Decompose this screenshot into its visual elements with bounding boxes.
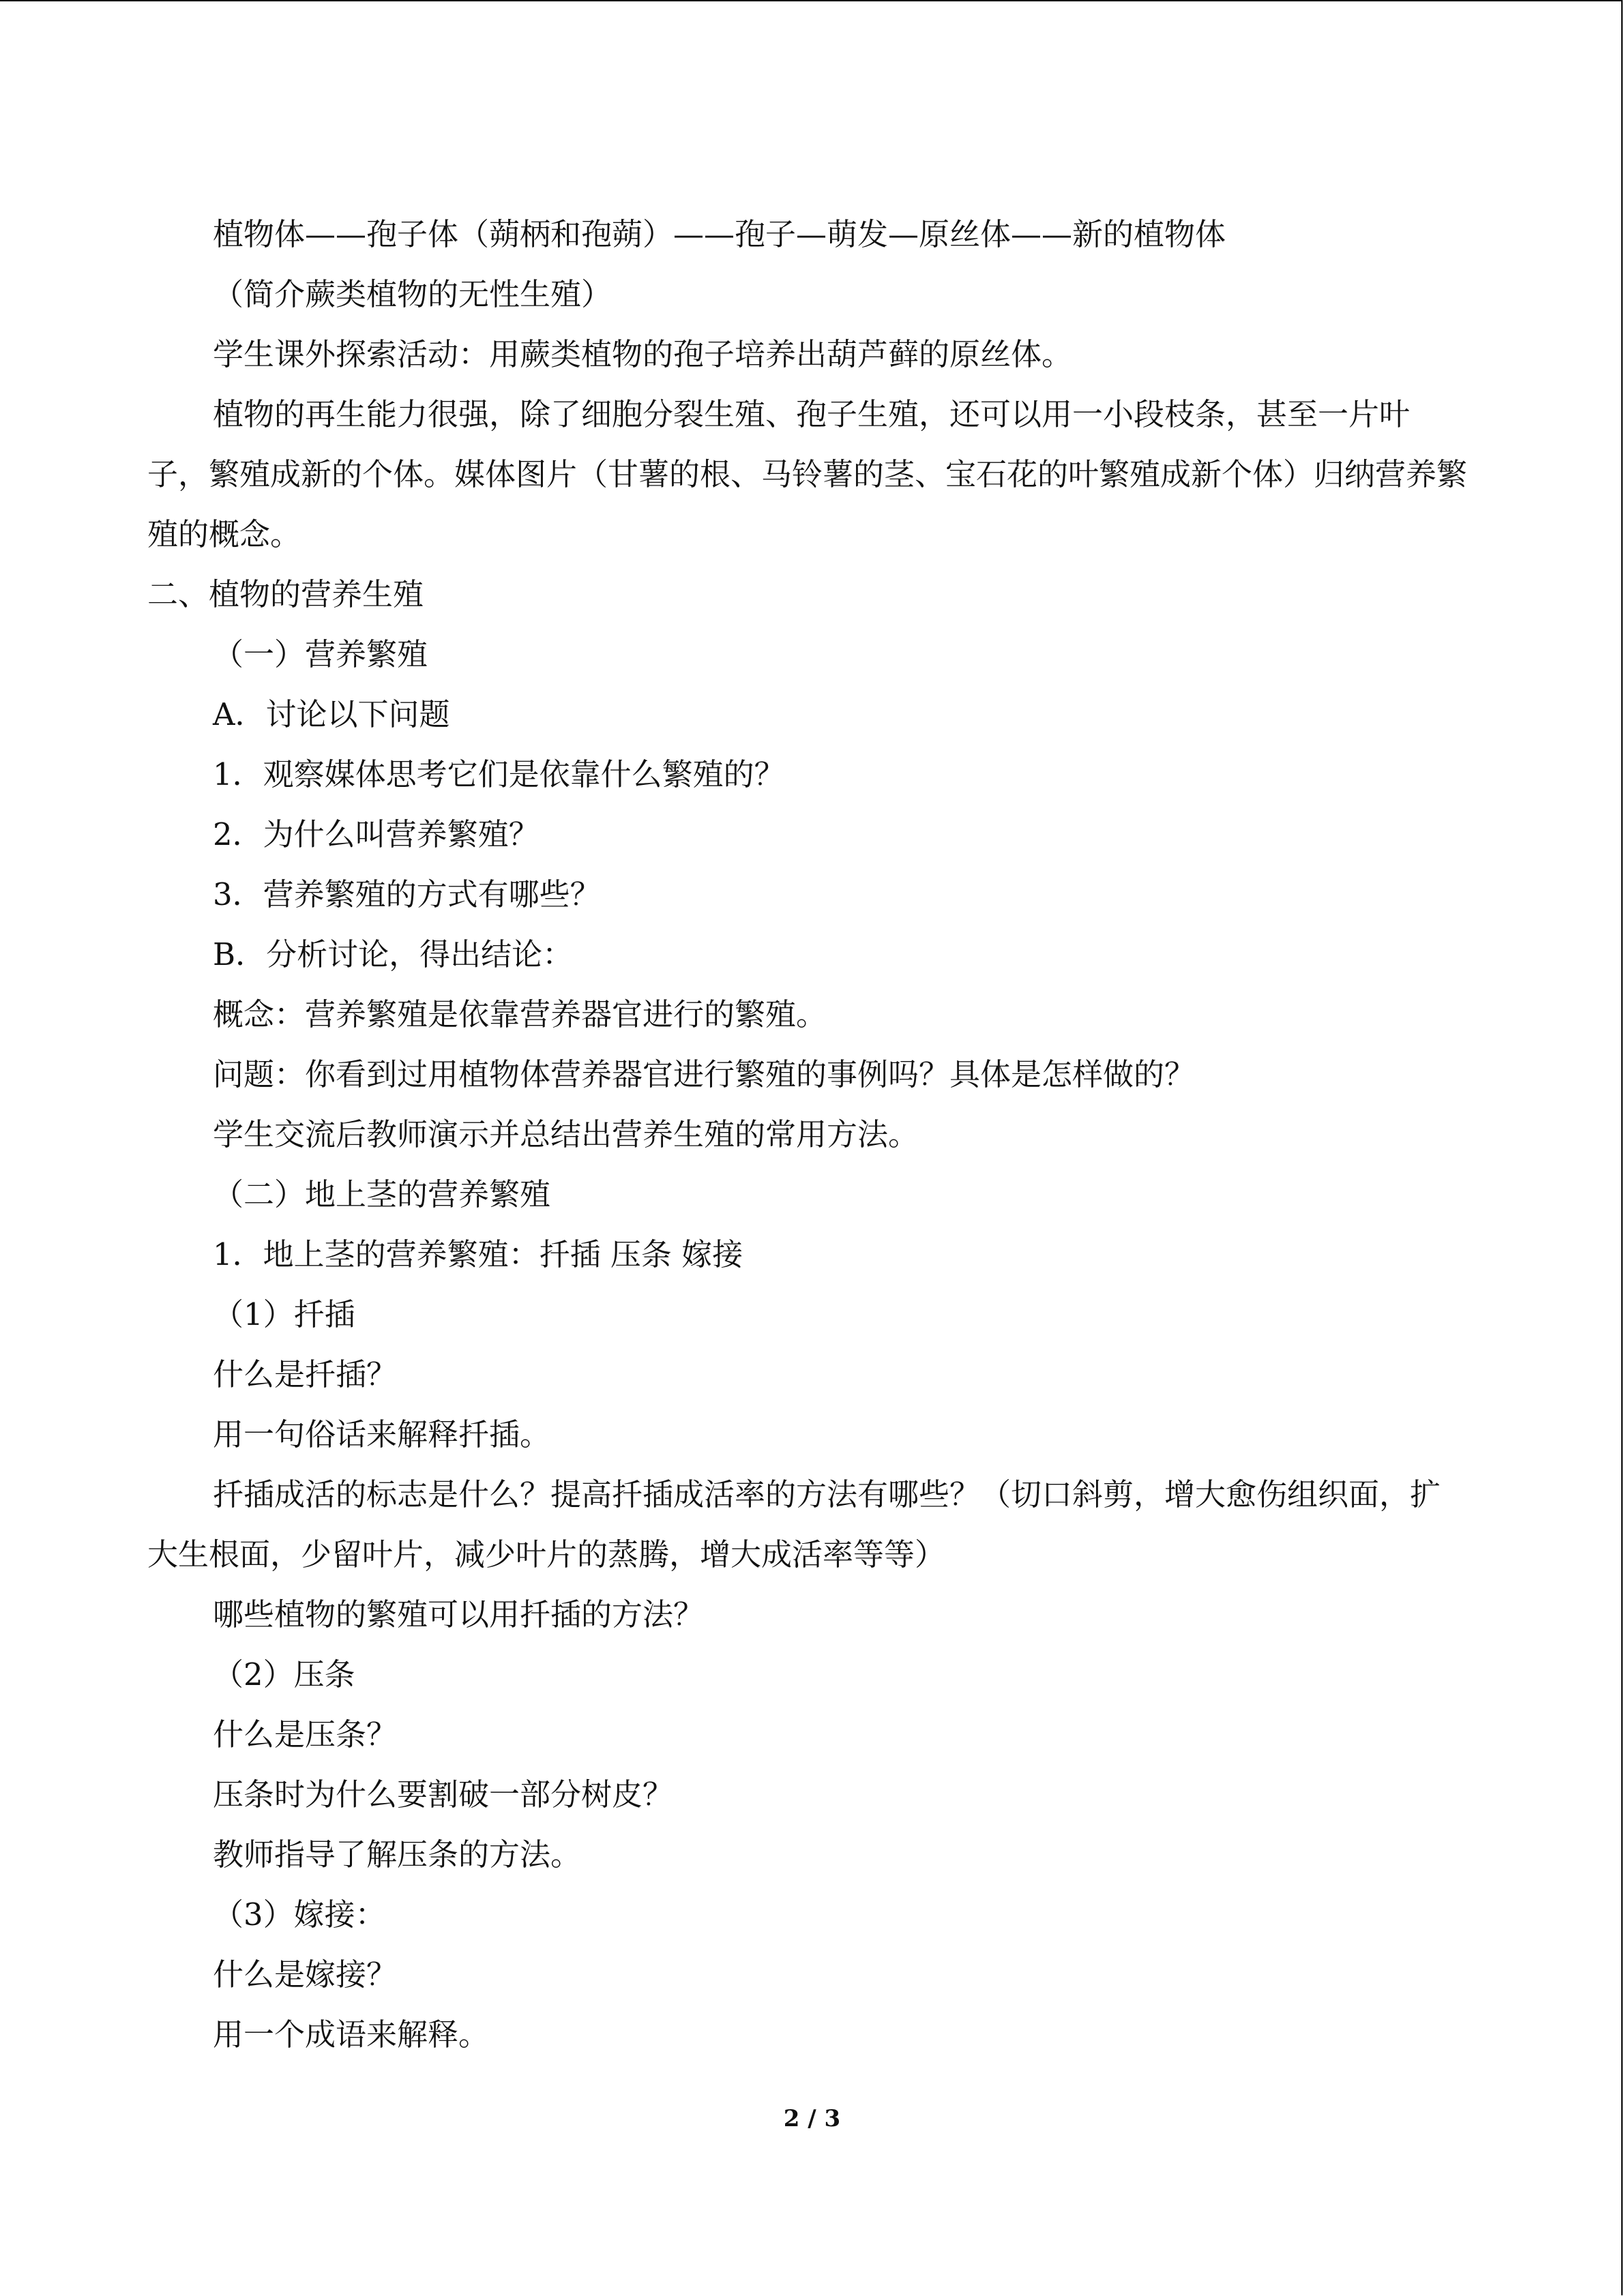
list-item: 3．营养繁殖的方式有哪些？ bbox=[213, 876, 601, 912]
list-item: 2．为什么叫营养繁殖？ bbox=[213, 816, 540, 852]
paragraph: 植物的再生能力很强，除了细胞分裂生殖、孢子生殖，还可以用一小段枝条，甚至一片叶子，繁殖成新的个体。媒体图片（甘薯的根、马铃薯的茎、宝石花的叶繁殖成新个体）归纳营养繁殖的概念。 bbox=[147, 396, 1468, 552]
paragraph: （简介蕨类植物的无性生殖） bbox=[213, 276, 612, 312]
section-heading: 二、植物的营养生殖 bbox=[147, 576, 424, 612]
paragraph: 扦插成活的标志是什么？提高扦插成活率的方法有哪些？（切口斜剪，增大愈伤组织面，扩大生根面，少留叶片，减少叶片的蒸腾，增大成活率等等） bbox=[147, 1476, 1441, 1572]
paragraph: A．讨论以下问题 bbox=[213, 696, 450, 732]
paragraph: B．分析讨论，得出结论： bbox=[213, 936, 574, 972]
paragraph: 用一句俗话来解释扦插。 bbox=[213, 1416, 551, 1452]
paragraph: 学生交流后教师演示并总结出营养生殖的常用方法。 bbox=[213, 1116, 919, 1152]
paragraph: 问题：你看到过用植物体营养器官进行繁殖的事例吗？具体是怎样做的？ bbox=[213, 1056, 1196, 1092]
paragraph: 植物体——孢子体（蒴柄和孢蒴）——孢子—萌发—原丝体——新的植物体 bbox=[213, 216, 1226, 252]
paragraph: 什么是扦插？ bbox=[213, 1356, 398, 1392]
paragraph: 哪些植物的繁殖可以用扦插的方法？ bbox=[213, 1596, 705, 1632]
paragraph: 学生课外探索活动：用蕨类植物的孢子培养出葫芦藓的原丝体。 bbox=[213, 336, 1073, 372]
subsection-heading: （二）地上茎的营养繁殖 bbox=[213, 1176, 551, 1212]
document-body bbox=[147, 205, 1467, 2065]
paragraph: 概念：营养繁殖是依靠营养器官进行的繁殖。 bbox=[213, 996, 827, 1032]
paragraph: 什么是压条？ bbox=[213, 1716, 398, 1753]
page-number: 2 / 3 bbox=[783, 2105, 841, 2132]
list-item: 1．观察媒体思考它们是依靠什么繁殖的？ bbox=[213, 756, 785, 792]
subsection-heading: （2）压条 bbox=[213, 1656, 355, 1693]
paragraph: 什么是嫁接？ bbox=[213, 1956, 398, 1993]
subsection-heading: （3）嫁接： bbox=[213, 1896, 386, 1933]
subsection-heading: （一）营养繁殖 bbox=[213, 636, 428, 672]
subsection-heading: （1）扦插 bbox=[213, 1296, 355, 1332]
paragraph: 压条时为什么要割破一部分树皮？ bbox=[213, 1776, 674, 1813]
paragraph: 用一个成语来解释。 bbox=[213, 2016, 490, 2053]
list-item: 1．地上茎的营养繁殖：扦插 压条 嫁接 bbox=[213, 1236, 743, 1272]
paragraph: 教师指导了解压条的方法。 bbox=[213, 1836, 582, 1873]
